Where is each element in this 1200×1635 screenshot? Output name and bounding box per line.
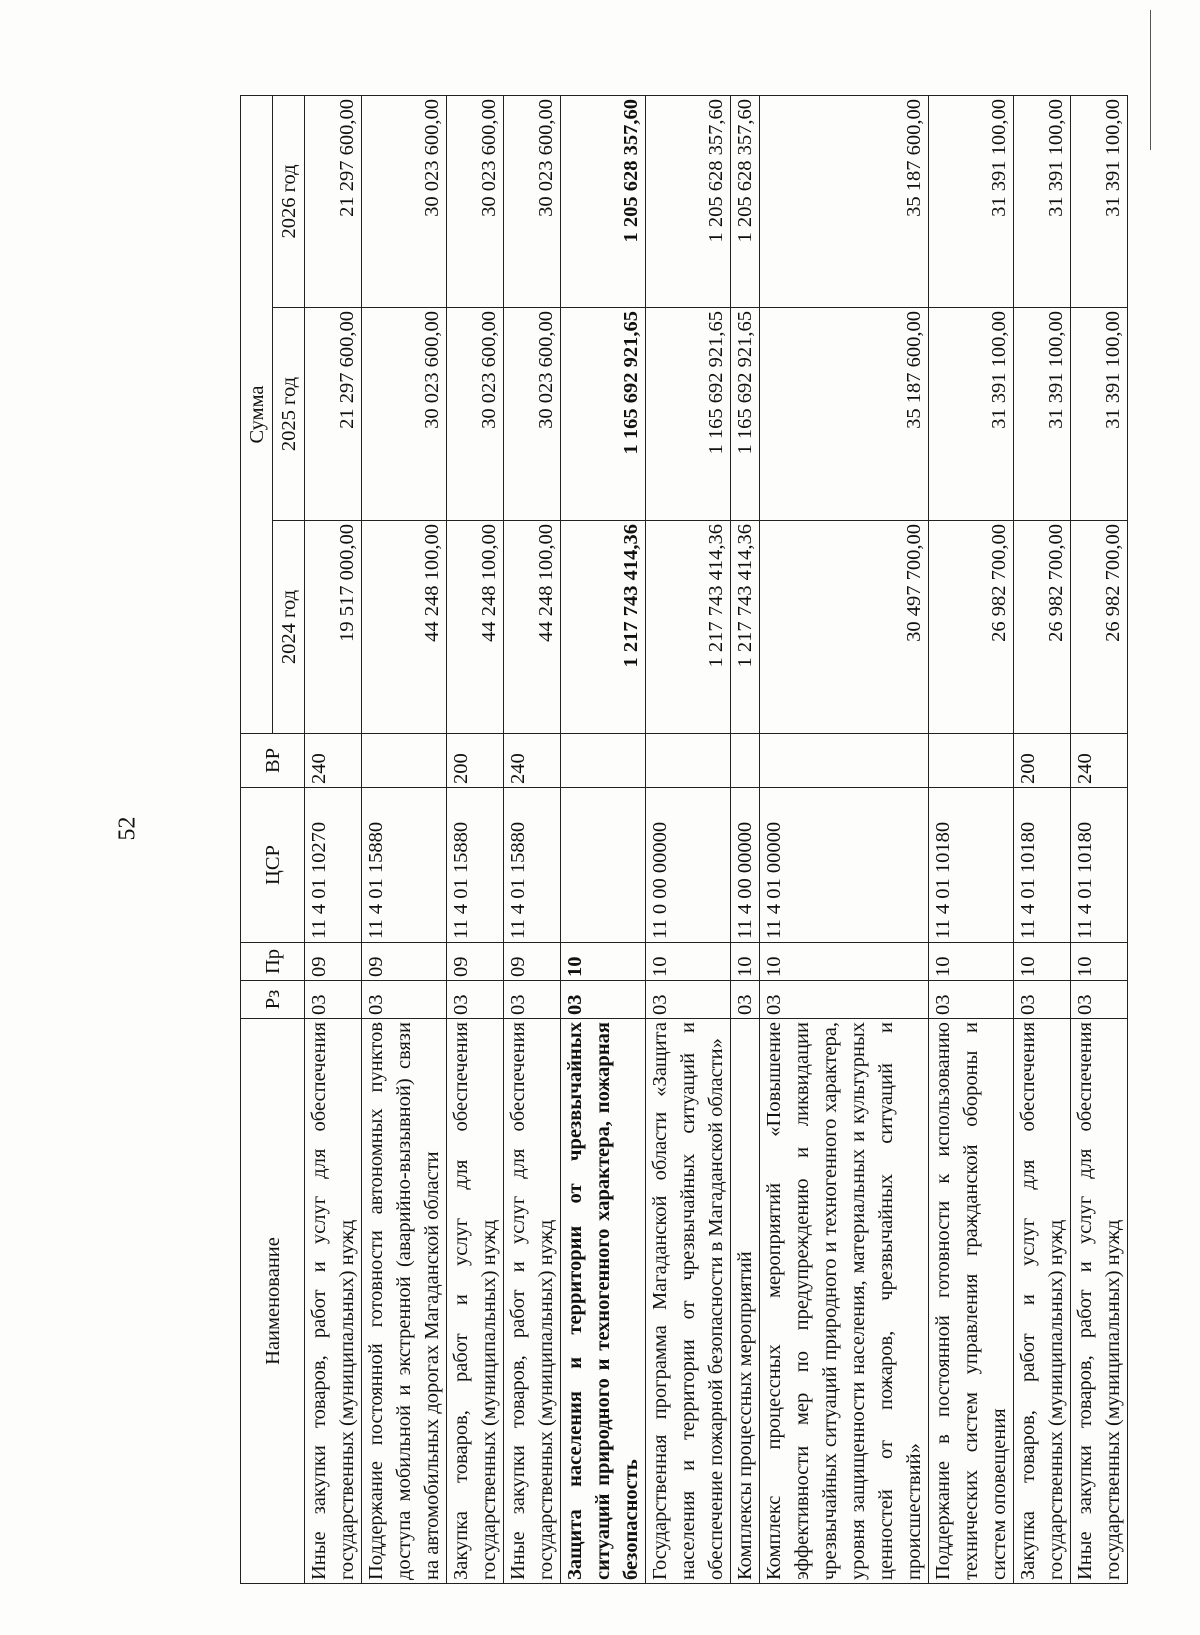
cell-vr: 240 — [504, 734, 561, 788]
cell-pr: 10 — [1071, 943, 1128, 981]
table-row — [646, 95, 731, 1583]
cell-vr — [561, 734, 646, 788]
cell-y2024: 30 497 700,00 — [760, 521, 929, 734]
table-row — [929, 95, 1014, 1583]
cell-y2025: 31 391 100,00 — [1071, 308, 1128, 521]
cell-csr: 11 0 00 00000 — [646, 788, 731, 943]
cell-y2024: 26 982 700,00 — [1014, 521, 1071, 734]
cell-name: Иные закупки товаров, работ и услуг для обеспечения государственных (муниципальных) нужд — [305, 1019, 362, 1584]
header-pr: Пр — [241, 943, 305, 981]
cell-name: Закупка товаров, работ и услуг для обеспечения государственных (муниципальных) нужд — [447, 1019, 504, 1584]
cell-y2025: 1 165 692 921,65 — [646, 308, 731, 521]
cell-y2025: 31 391 100,00 — [1014, 308, 1071, 521]
cell-csr: 11 4 01 00000 — [760, 788, 929, 943]
cell-y2026: 31 391 100,00 — [929, 95, 1014, 307]
cell-pr: 10 — [929, 943, 1014, 981]
cell-y2025: 21 297 600,00 — [305, 308, 362, 521]
cell-y2025: 1 165 692 921,65 — [561, 308, 646, 521]
cell-pr: 09 — [504, 943, 561, 981]
cell-y2025: 31 391 100,00 — [929, 308, 1014, 521]
table-row — [1071, 95, 1128, 1583]
cell-rz: 03 — [561, 981, 646, 1019]
cell-csr: 11 4 01 15880 — [504, 788, 561, 943]
cell-name: Закупка товаров, работ и услуг для обеспечения государственных (муниципальных) нужд — [1014, 1019, 1071, 1584]
cell-name: Иные закупки товаров, работ и услуг для обеспечения государственных (муниципальных) нужд — [1071, 1019, 1128, 1584]
header-name: Наименование — [241, 1019, 305, 1584]
budget-table — [240, 95, 1128, 1584]
cell-vr: 200 — [1014, 734, 1071, 788]
header-vr: ВР — [241, 734, 305, 788]
cell-vr — [929, 734, 1014, 788]
cell-name: Государственная программа Магаданской области «Защита населения и территории от чрезвычайных ситуаций и обеспечение пожарной безопасности в Магаданской области» — [646, 1019, 731, 1584]
cell-pr: 09 — [362, 943, 447, 981]
cell-y2024: 19 517 000,00 — [305, 521, 362, 734]
cell-vr — [646, 734, 731, 788]
cell-y2026: 30 023 600,00 — [362, 95, 447, 307]
cell-y2024: 44 248 100,00 — [504, 521, 561, 734]
cell-name: Поддержание в постоянной готовности к использованию технических систем управления гражданской обороны и систем оповещения — [929, 1019, 1014, 1584]
page-number: 52 — [114, 816, 141, 841]
rotated-page — [240, 96, 1124, 1584]
cell-y2026: 30 023 600,00 — [447, 95, 504, 307]
cell-pr: 10 — [731, 943, 760, 981]
margin-line — [1150, 10, 1151, 150]
cell-rz: 03 — [731, 981, 760, 1019]
cell-y2025: 1 165 692 921,65 — [731, 308, 760, 521]
table-row — [362, 95, 447, 1583]
header-rz: Рз — [241, 981, 305, 1019]
cell-pr: 10 — [646, 943, 731, 981]
cell-y2026: 31 391 100,00 — [1014, 95, 1071, 307]
cell-y2024: 1 217 743 414,36 — [646, 521, 731, 734]
cell-vr — [760, 734, 929, 788]
cell-csr: 11 4 01 10180 — [1071, 788, 1128, 943]
cell-rz: 03 — [504, 981, 561, 1019]
cell-y2026: 31 391 100,00 — [1071, 95, 1128, 307]
cell-csr: 11 4 01 15880 — [362, 788, 447, 943]
cell-rz: 03 — [646, 981, 731, 1019]
cell-pr: 10 — [760, 943, 929, 981]
table-row — [305, 95, 362, 1583]
cell-y2026: 1 205 628 357,60 — [561, 95, 646, 307]
cell-vr — [731, 734, 760, 788]
cell-y2026: 1 205 628 357,60 — [646, 95, 731, 307]
cell-pr: 10 — [1014, 943, 1071, 981]
cell-y2024: 1 217 743 414,36 — [731, 521, 760, 734]
cell-name: Комплекс процессных мероприятий «Повышение эффективности мер по предупреждению и ликвидации чрезвычайных ситуаций природного и техногенного характера, уровня защищенности населения, материальных и культурных ценностей от пожаров, чрезвычайных ситуаций и происшествий» — [760, 1019, 929, 1584]
cell-vr: 240 — [1071, 734, 1128, 788]
cell-y2025: 30 023 600,00 — [447, 308, 504, 521]
cell-y2024: 1 217 743 414,36 — [561, 521, 646, 734]
cell-pr: 09 — [447, 943, 504, 981]
cell-y2026: 30 023 600,00 — [504, 95, 561, 307]
cell-y2025: 30 023 600,00 — [504, 308, 561, 521]
header-2024: 2024 год — [273, 521, 305, 734]
cell-y2026: 35 187 600,00 — [760, 95, 929, 307]
cell-rz: 03 — [362, 981, 447, 1019]
table-body — [305, 95, 1128, 1583]
cell-vr: 240 — [305, 734, 362, 788]
cell-y2025: 35 187 600,00 — [760, 308, 929, 521]
cell-name: Иные закупки товаров, работ и услуг для обеспечения государственных (муниципальных) нужд — [504, 1019, 561, 1584]
cell-y2024: 26 982 700,00 — [929, 521, 1014, 734]
table-row — [504, 95, 561, 1583]
cell-vr — [362, 734, 447, 788]
table-row — [1014, 95, 1071, 1583]
header-csr: ЦСР — [241, 788, 305, 943]
cell-csr: 11 4 01 10270 — [305, 788, 362, 943]
table-row — [447, 95, 504, 1583]
cell-name: Комплексы процессных мероприятий — [731, 1019, 760, 1584]
header-2025: 2025 год — [273, 308, 305, 521]
cell-pr: 09 — [305, 943, 362, 981]
cell-vr: 200 — [447, 734, 504, 788]
cell-y2026: 21 297 600,00 — [305, 95, 362, 307]
cell-csr: 11 4 01 10180 — [1014, 788, 1071, 943]
cell-rz: 03 — [1071, 981, 1128, 1019]
cell-csr — [561, 788, 646, 943]
cell-name: Поддержание постоянной готовности автономных пунктов доступа мобильной и экстренной (аварийно-вызывной) связи на автомобильных дорогах Магаданской области — [362, 1019, 447, 1584]
cell-csr: 11 4 01 15880 — [447, 788, 504, 943]
cell-y2024: 26 982 700,00 — [1071, 521, 1128, 734]
cell-y2024: 44 248 100,00 — [362, 521, 447, 734]
cell-y2024: 44 248 100,00 — [447, 521, 504, 734]
cell-rz: 03 — [305, 981, 362, 1019]
table-row — [760, 95, 929, 1583]
cell-rz: 03 — [447, 981, 504, 1019]
cell-pr: 10 — [561, 943, 646, 981]
cell-csr: 11 4 01 10180 — [929, 788, 1014, 943]
cell-rz: 03 — [1014, 981, 1071, 1019]
header-sum: Сумма — [241, 95, 273, 733]
table-row — [731, 95, 760, 1583]
cell-rz: 03 — [929, 981, 1014, 1019]
cell-y2025: 30 023 600,00 — [362, 308, 447, 521]
cell-rz: 03 — [760, 981, 929, 1019]
cell-csr: 11 4 00 00000 — [731, 788, 760, 943]
cell-name: Защита населения и территории от чрезвычайных ситуаций природного и техногенного характера, пожарная безопасность — [561, 1019, 646, 1584]
header-2026: 2026 год — [273, 95, 305, 307]
table-row — [561, 95, 646, 1583]
cell-y2026: 1 205 628 357,60 — [731, 95, 760, 307]
